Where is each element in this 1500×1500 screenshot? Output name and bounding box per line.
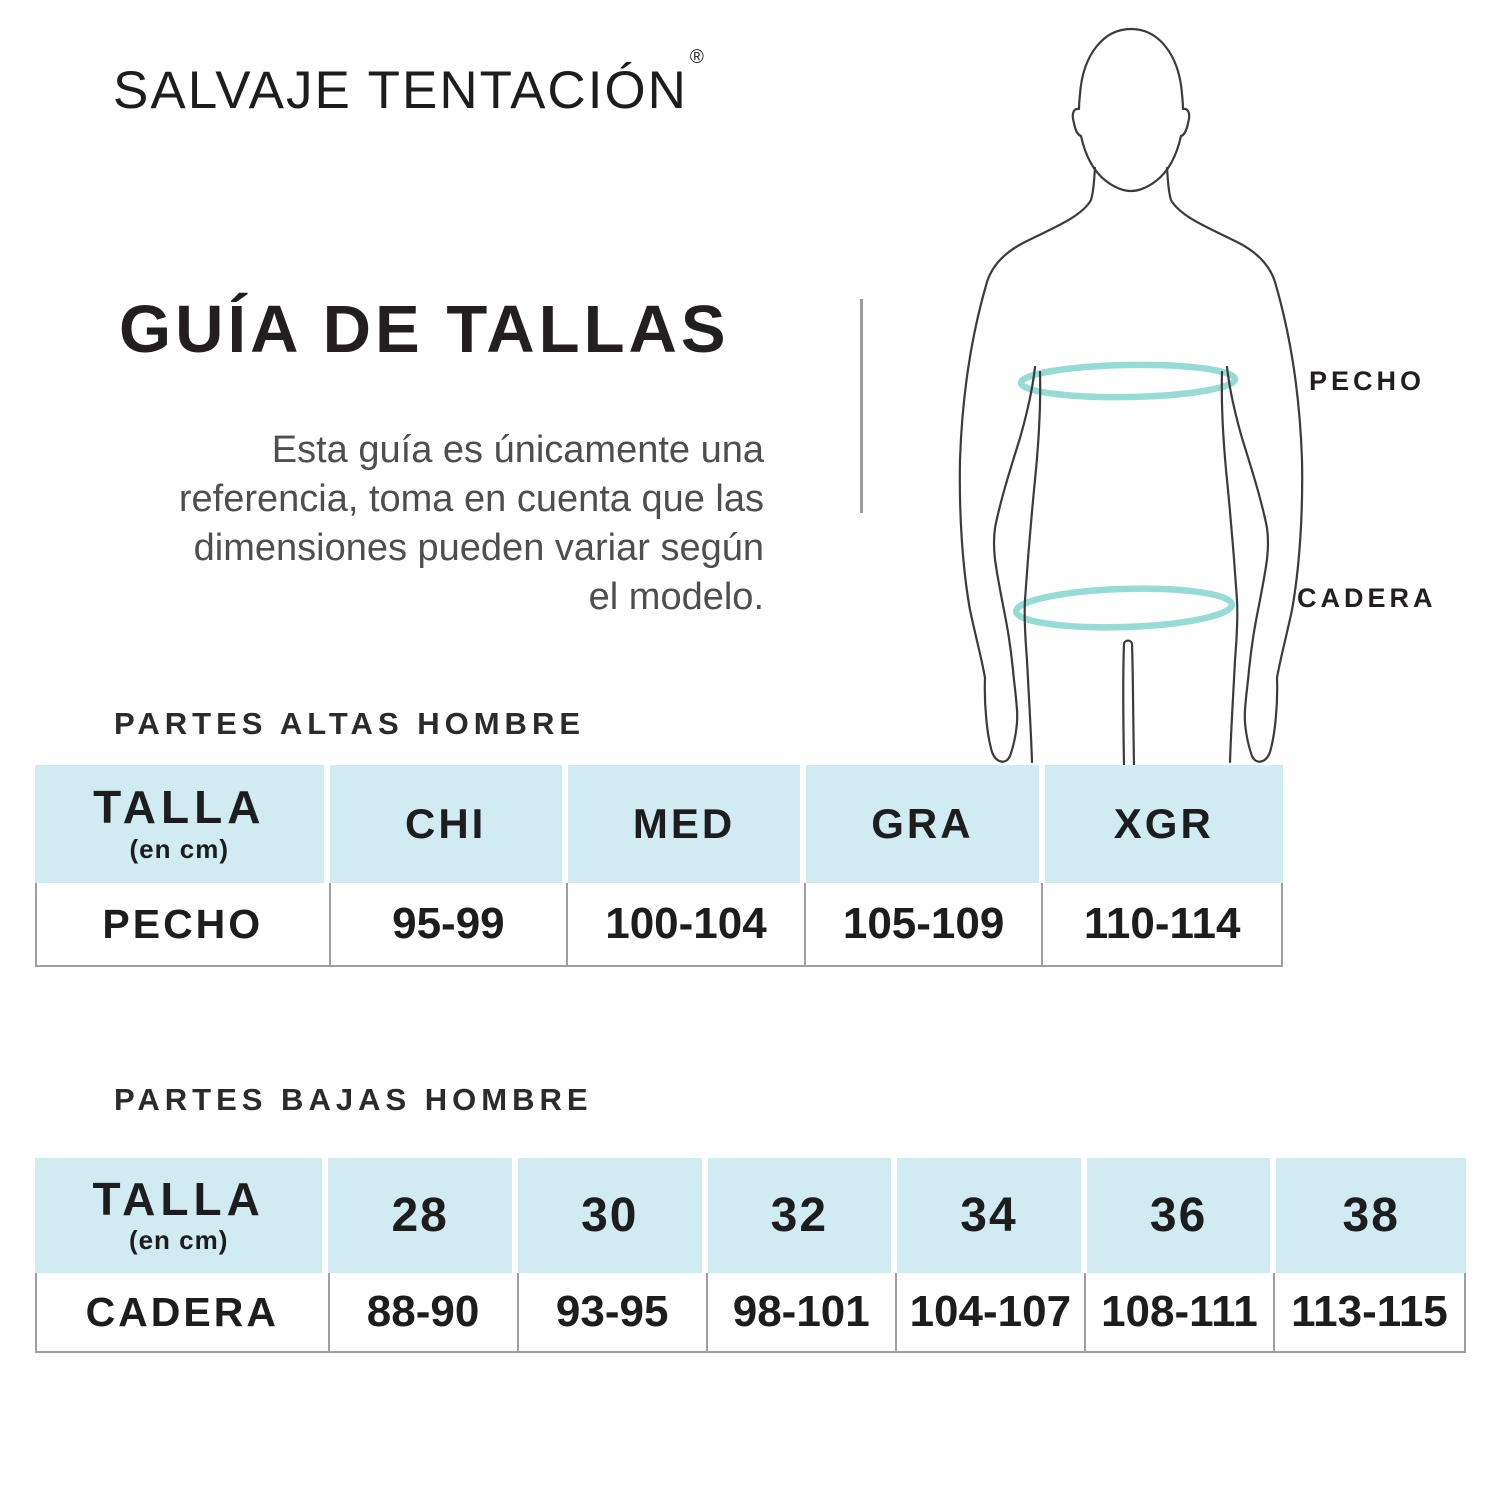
vertical-divider <box>860 299 863 513</box>
chest-label: PECHO <box>1309 366 1426 396</box>
measure-row-label: PECHO <box>37 883 331 965</box>
size-table-bottoms <box>35 1158 1466 1353</box>
size-table-tops <box>35 765 1283 967</box>
column-header: CHI <box>330 765 568 883</box>
section-title-bottoms: PARTES BAJAS HOMBRE <box>114 1082 593 1117</box>
intro-text-line: Esta guía es únicamente una <box>271 429 764 471</box>
table-header-row <box>35 765 1283 883</box>
intro-text-line: el modelo. <box>588 576 764 618</box>
size-label: TALLA <box>93 781 266 834</box>
measure-value: 100-104 <box>568 883 806 965</box>
column-header: GRA <box>806 765 1044 883</box>
section-title-tops: PARTES ALTAS HOMBRE <box>114 706 586 741</box>
torso-right-outline <box>1222 372 1238 762</box>
table-header-row <box>35 1158 1466 1273</box>
intro-text-line: referencia, toma en cuenta que las <box>178 478 764 520</box>
measure-value: 88-90 <box>330 1273 519 1351</box>
measure-value: 93-95 <box>519 1273 708 1351</box>
torso-left-outline <box>1025 372 1041 762</box>
size-unit-header-cell <box>35 1158 328 1273</box>
column-header: XGR <box>1045 765 1283 883</box>
size-unit: (en cm) <box>128 1225 229 1256</box>
measure-value: 113-115 <box>1291 1287 1448 1336</box>
hip-label: CADERA <box>1297 583 1437 613</box>
measure-value: 108-111 <box>1086 1273 1275 1351</box>
registered-trademark-icon: ® <box>689 47 704 69</box>
measure-value: 105-109 <box>806 883 1044 965</box>
measure-value: 95-99 <box>331 883 569 965</box>
size-unit-header-cell <box>35 765 330 883</box>
intro-text <box>92 426 764 622</box>
male-body-outline <box>940 10 1340 768</box>
column-header: 34 <box>897 1158 1087 1273</box>
brand-logo <box>113 47 704 121</box>
intro-text-line: dimensiones pueden variar según <box>193 527 764 569</box>
measure-value: 98-101 <box>708 1273 897 1351</box>
column-header: 30 <box>518 1158 708 1273</box>
chest-measure-line <box>1021 363 1236 399</box>
hip-measure-line <box>1015 586 1232 631</box>
measure-row-label: CADERA <box>37 1273 330 1351</box>
column-header: 38 <box>1276 1158 1466 1273</box>
column-header: 32 <box>708 1158 898 1273</box>
measure-value: 110-114 <box>1083 899 1241 948</box>
column-header: 36 <box>1087 1158 1277 1273</box>
brand-name: SALVAJE TENTACIÓN <box>113 61 688 120</box>
male-body-figure <box>940 10 1340 768</box>
crotch-line <box>1123 641 1134 765</box>
page-title: GUÍA DE TALLAS <box>119 292 730 367</box>
size-unit: (en cm) <box>129 833 229 864</box>
measure-value: 104-107 <box>897 1273 1086 1351</box>
table-row <box>35 883 1283 967</box>
column-header: 28 <box>328 1158 518 1273</box>
head-outline <box>1073 29 1189 191</box>
size-label: TALLA <box>92 1172 265 1225</box>
column-header: MED <box>568 765 806 883</box>
table-row <box>35 1273 1466 1353</box>
